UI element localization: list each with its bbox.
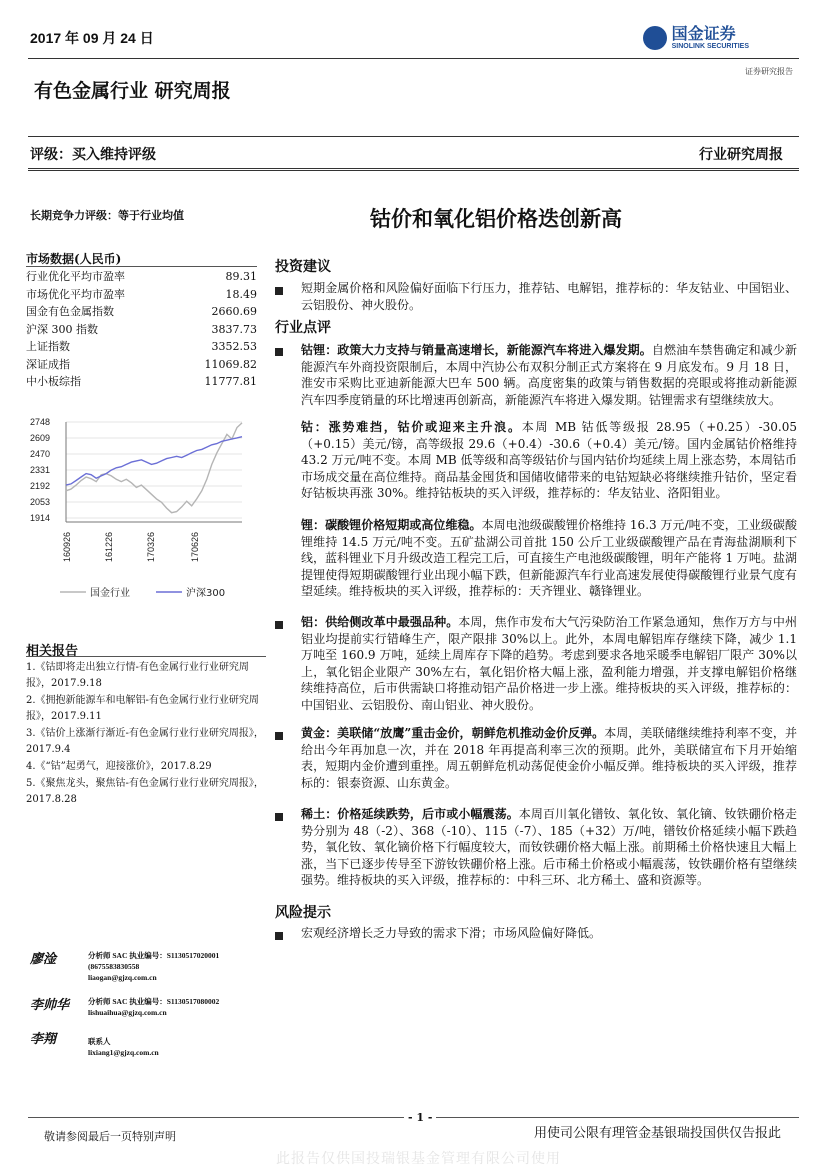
logo-icon xyxy=(643,26,667,50)
market-row xyxy=(26,338,257,356)
x-tick-label: 160926 xyxy=(62,531,72,562)
invest-text: 短期金属价格和风险偏好面临下行压力，推荐钴、电解铝，推荐标的：华友钴业、中国铝业、云铝股份、神火股份。 xyxy=(301,281,797,312)
legend-label: 沪深300 xyxy=(186,588,226,599)
rating-bottom-divider xyxy=(28,168,799,171)
bullet-icon xyxy=(275,348,283,356)
para-text: 本周电池级碳酸锂价格维持 16.3 万元/吨不变，工业级碳酸锂维持 14.5 万元/吨不变。五矿盐湖公司首批 150 公斤工业级碳酸锂产品在青海盐湖顺利下线，蓝科锂业下月升级改造工程完工后，可直接生产电池级碳酸锂，明年产能将 1 万吨。盐湖提锂使得短期碳酸锂行业出现小幅下跌，但新能源汽车行业高速发展使得碳酸锂行业景气度有望延续。维持板块的买入评级，推荐标的：天齐锂业、赣锋锂业。 xyxy=(301,518,797,599)
para-text: 本周，焦作市发布大气污染防治工作紧急通知，焦作万方与中州铝业均提前实行错峰生产，限产限排 30%以上。此外，本周电解铝库存继续下降，减少 1.1 万吨至 160.9 万吨，延续上周库存下降的趋势。考虑到要求各地采暖季电解铝厂限产 30%以上，氧化铝企业限产 30%左右，氧化铝价格大幅上涨，盈利能力增强，并支撑电解铝价格继续维持高位，后市供需缺口将推动铝产品价格进一步上涨。维持板块的买入评级，推荐标的：中国铝业、云铝股份、南山铝业、神火股份。 xyxy=(301,615,797,712)
related-report-item[interactable]: 1.《钴即将走出独立行情-有色金属行业行业研究周报》，2017.9.18 xyxy=(26,662,249,689)
page-number: - 1 - xyxy=(404,1111,436,1124)
related-reports-list xyxy=(26,660,266,809)
market-label: 市场优化平均市盈率 xyxy=(26,287,125,301)
y-tick-label: 2192 xyxy=(30,481,51,491)
market-label: 深证成指 xyxy=(26,357,70,371)
x-tick-label: 161226 xyxy=(104,531,114,562)
analyst-email[interactable]: lishuaihua@gjzq.com.cn xyxy=(88,1008,167,1017)
bullet-icon xyxy=(275,732,283,740)
analyst-info-line: 联系人 xyxy=(88,1037,111,1046)
market-label: 上证指数 xyxy=(26,340,70,353)
market-value: 11069.82 xyxy=(204,357,257,371)
para-text: 本周 MB 钴低等级报 28.95（+0.25）-30.05（+0.15）美元/镑，高等级报 29.6（+0.4）-30.6（+0.4）美元/镑。国内金属钴价格维持 43.2 万元/吨不变。本周 MB 低等级和高等级钴价与国内钴价均延续上周上涨态势，本周钴币市场成交量在高位维持。商品基金囤货和国储收储带来的电钴短缺必将继续推升钴价，坚定看好钴板块再涨 30%。维持钴板块的买入评级，推荐标的：华友钴业、洛阳钼业。 xyxy=(301,420,797,501)
market-row xyxy=(26,356,257,374)
industry-para xyxy=(301,517,797,600)
watermark: 此报告仅供国投瑞银基金管理有限公司使用 xyxy=(276,1151,561,1167)
related-report-item[interactable]: 3.《钴价上涨渐行渐近-有色金属行业行业研究周报》，2017.9.4 xyxy=(26,728,264,755)
para-text: 自燃油车禁售确定和减少新能源汽车外商投资限制后，本周中汽协公布双积分制正式方案将在 9 月底发布。9 月 18 日，淮安市采购比亚迪新能源大巴车 500 辆。高度密集的政策与销售数据的亮眼或将推动新能源汽车四季度销量的环比增速再创新高，新能源汽车将进入爆发期。钴锂需求有望继续放大。 xyxy=(301,343,797,407)
market-value: 3837.73 xyxy=(211,322,257,336)
para-text: 本周百川氧化镨钕、氧化钕、氧化镝、钕铁硼价格走势分别为 48（-2）、368（-10）、115（-7）、185（+32）万/吨，镨钕价格延续小幅下跌趋势，氧化钕、氧化镝价格下行幅度较大，而钕铁硼价格大幅上涨。前期稀土价格快速且大幅上涨，当下已逐步传导至下游钕铁硼价格上涨。后市稀土价格或小幅震荡，钕铁硼价格有望继续强势。维持板块的买入评级，推荐标的：中科三环、北方稀土、盛和资源等。 xyxy=(301,807,797,888)
market-row xyxy=(26,303,257,321)
footer-disclaimer: 敬请参阅最后一页特别声明 xyxy=(44,1130,176,1143)
sector-title: 有色金属行业 研究周报 xyxy=(34,80,231,102)
performance-chart xyxy=(26,412,257,607)
market-divider xyxy=(26,266,257,267)
y-tick-label: 2470 xyxy=(30,449,51,459)
market-label: 中小板综指 xyxy=(26,375,81,388)
analyst-email[interactable]: liaogan@gjzq.com.cn xyxy=(88,973,157,982)
industry-para xyxy=(301,342,797,408)
rating-top-divider xyxy=(28,136,799,137)
header-divider xyxy=(28,58,799,59)
analyst-info-line: 分析师 SAC 执业编号：S1130517080002 xyxy=(88,997,220,1006)
market-data-title: 市场数据(人民币) xyxy=(26,252,122,266)
para-lead: 黄金：美联储“放鹰”重击金价，朝鲜危机推动金价反弹。 xyxy=(301,726,605,740)
y-tick-label: 2609 xyxy=(30,433,51,443)
related-reports-title: 相关报告 xyxy=(26,644,79,659)
related-report-item[interactable]: 5.《聚焦龙头，聚焦钴-有色金属行业行业研究周报》，2017.8.28 xyxy=(26,778,264,805)
series-line xyxy=(66,423,242,513)
y-tick-label: 2053 xyxy=(30,497,51,507)
bullet-icon xyxy=(275,621,283,629)
risk-text: 宏观经济增长乏力导致的需求下滑；市场风险偏好降低。 xyxy=(301,926,602,940)
para-lead: 锂：碳酸锂价格短期或高位维稳。 xyxy=(301,518,482,532)
analyst-info xyxy=(88,996,219,1018)
para-lead: 稀土：价格延续跌势，后市或小幅震荡。 xyxy=(301,807,519,821)
analyst-name: 李帅华 xyxy=(30,998,70,1013)
industry-title: 行业点评 xyxy=(275,320,331,336)
y-tick-label: 2748 xyxy=(30,417,51,427)
market-value: 11777.81 xyxy=(204,375,257,388)
related-divider xyxy=(26,656,266,657)
bullet-icon xyxy=(275,932,283,940)
analyst-info-line: (8675583830558 xyxy=(88,962,140,971)
related-report-item[interactable]: 2.《拥抱新能源车和电解铝-有色金属行业行业研究周报》，2017.9.11 xyxy=(26,695,259,722)
logo-text-en: SINOLINK SECURITIES xyxy=(671,42,749,50)
industry-para xyxy=(301,614,797,714)
report-kind: 行业研究周报 xyxy=(699,147,783,163)
market-label: 行业优化平均市盈率 xyxy=(26,270,125,283)
doc-type: 证券研究报告 xyxy=(745,67,793,76)
y-tick-label: 1914 xyxy=(30,513,51,523)
market-value: 89.31 xyxy=(225,270,257,283)
para-lead: 钴：涨势难挡，钴价或迎来主升浪。 xyxy=(301,420,522,434)
series-line xyxy=(66,437,242,485)
analyst-email[interactable]: lixiang1@gjzq.com.cn xyxy=(88,1048,159,1057)
company-logo xyxy=(643,26,749,50)
legend-label: 国金行业 xyxy=(90,588,130,599)
analyst-info xyxy=(88,950,219,983)
para-lead: 钴锂：政策大力支持与销量高速增长，新能源汽车将进入爆发期。 xyxy=(301,343,652,357)
para-lead: 铝：供给侧改革中最强品种。 xyxy=(301,615,459,629)
long-term-rating: 长期竞争力评级：等于行业均值 xyxy=(30,209,184,222)
analyst-name: 李翔 xyxy=(30,1032,57,1047)
market-label: 沪深 300 指数 xyxy=(26,322,98,336)
market-value: 18.49 xyxy=(225,287,257,301)
analyst-info xyxy=(88,1036,159,1058)
report-date: 2017 年 09 月 24 日 xyxy=(30,30,154,46)
x-tick-label: 170326 xyxy=(146,531,156,562)
footer-right: 用使司公限有理管金基银瑞投国供仅告报此 xyxy=(533,1126,781,1141)
bullet-icon xyxy=(275,813,283,821)
main-title: 钴价和氧化铝价格迭创新高 xyxy=(370,206,622,231)
bullet-icon xyxy=(275,287,283,295)
logo-text-cn: 国金证券 xyxy=(671,25,736,43)
analyst-info-line: 分析师 SAC 执业编号：S1130517020001 xyxy=(88,951,220,960)
market-row xyxy=(26,373,257,391)
y-tick-label: 2331 xyxy=(30,465,51,475)
market-value: 2660.69 xyxy=(211,305,257,318)
market-value: 3352.53 xyxy=(211,340,257,353)
market-row xyxy=(26,286,257,304)
market-label: 国金有色金属指数 xyxy=(26,305,114,318)
market-row xyxy=(26,268,257,286)
industry-para xyxy=(301,419,797,502)
market-row xyxy=(26,321,257,339)
x-tick-label: 170626 xyxy=(190,531,200,562)
industry-para xyxy=(301,806,797,889)
rating: 评级：买入维持评级 xyxy=(30,147,156,163)
market-data-table xyxy=(26,268,257,391)
related-report-item[interactable]: 4.《“钴”起勇气，迎接涨价》，2017.8.29 xyxy=(26,761,212,772)
invest-title: 投资建议 xyxy=(275,259,331,275)
para-text: 本周，美联储继续维持利率不变，并给出今年再加息一次，并在 2018 年再提高利率三次的预期。此外，美联储宣布下月开始缩表，短期内金价遭到重挫。周五朝鲜危机动荡促使金价小幅反弹。维持板块的买入评级，推荐标的：银泰资源、山东黄金。 xyxy=(301,726,797,790)
industry-para xyxy=(301,725,797,791)
risk-title: 风险提示 xyxy=(275,905,331,921)
analyst-name: 廖淦 xyxy=(30,952,57,967)
